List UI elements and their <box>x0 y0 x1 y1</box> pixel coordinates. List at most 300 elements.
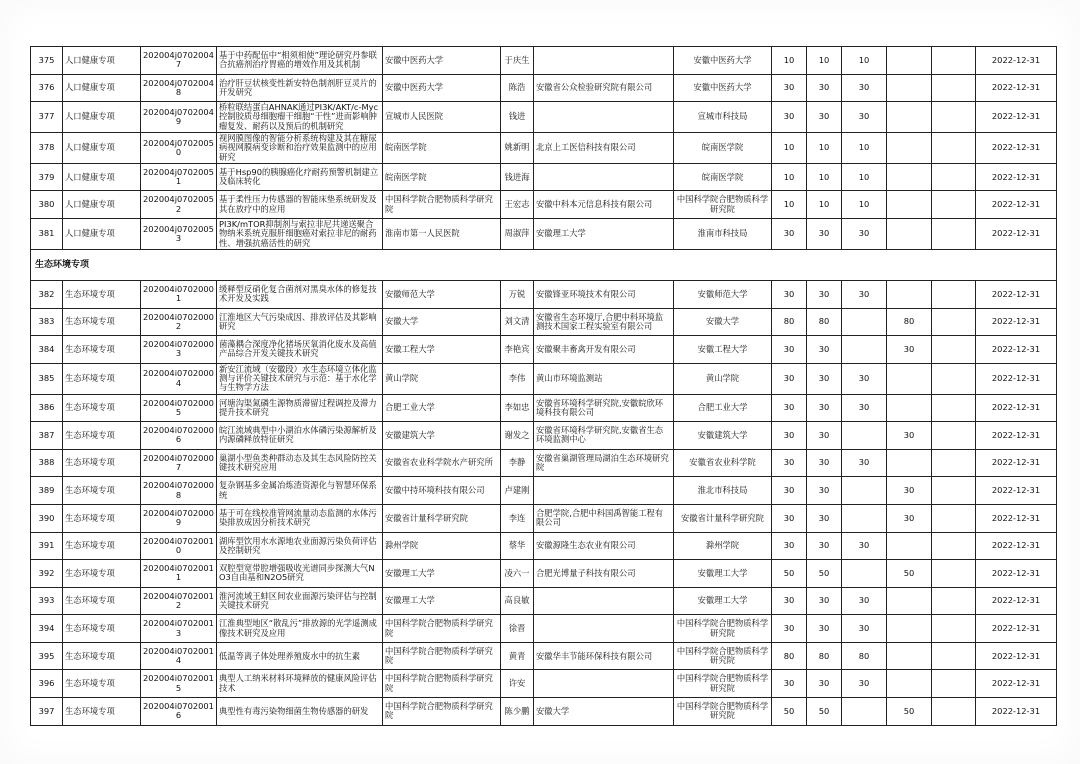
row-title: 缓释型反硝化复合菌剂对黑臭水体的修复技术开发及实践 <box>217 280 383 308</box>
row-title: 典型性有毒污染物细菌生物传感器的研发 <box>217 698 383 726</box>
row-fund-1 <box>842 560 887 588</box>
row-deadline: 2022-12-31 <box>976 133 1057 164</box>
row-extra <box>932 74 976 102</box>
row-central: 30 <box>807 449 842 477</box>
row-partner: 合肥光博量子科技有限公司 <box>534 560 674 588</box>
row-manager: 合肥工业大学 <box>674 394 772 422</box>
row-fund-2 <box>887 615 932 643</box>
row-code: 202004j07020049 <box>141 102 217 133</box>
row-fund-1: 30 <box>842 280 887 308</box>
row-category: 生态环境专项 <box>63 560 141 588</box>
row-deadline: 2022-12-31 <box>976 477 1057 505</box>
row-manager: 安徽大学 <box>674 308 772 336</box>
row-fund-2 <box>887 74 932 102</box>
row-partner: 安徽省环境科学研究院,安徽皖欣环境科技有限公司 <box>534 394 674 422</box>
row-central: 30 <box>807 280 842 308</box>
table-row <box>31 422 1057 450</box>
row-number: 383 <box>31 308 63 336</box>
row-partner: 安徽中科本元信息科技有限公司 <box>534 191 674 219</box>
row-total: 50 <box>772 698 807 726</box>
row-unit: 皖南医学院 <box>383 133 501 164</box>
row-deadline: 2022-12-31 <box>976 642 1057 670</box>
table-row <box>31 191 1057 219</box>
row-fund-2: 50 <box>887 560 932 588</box>
row-manager: 淮南市科技局 <box>674 219 772 250</box>
row-leader: 黄青 <box>501 642 534 670</box>
table-row <box>31 698 1057 726</box>
row-code: 202004i07020016 <box>141 698 217 726</box>
row-fund-2 <box>887 163 932 191</box>
row-code: 202004i07020013 <box>141 615 217 643</box>
row-central: 30 <box>807 532 842 560</box>
row-deadline: 2022-12-31 <box>976 280 1057 308</box>
row-total: 10 <box>772 191 807 219</box>
row-total: 80 <box>772 642 807 670</box>
row-extra <box>932 363 976 394</box>
row-category: 人口健康专项 <box>63 102 141 133</box>
row-code: 202004i07020006 <box>141 422 217 450</box>
row-code: 202004i07020002 <box>141 308 217 336</box>
row-total: 30 <box>772 477 807 505</box>
table-row <box>31 587 1057 615</box>
table-row <box>31 280 1057 308</box>
row-total: 30 <box>772 102 807 133</box>
row-title: 基于Hsp90的胰腺癌化疗耐药预警机制建立及临床转化 <box>217 163 383 191</box>
row-fund-1: 30 <box>842 449 887 477</box>
row-unit: 安徽建筑大学 <box>383 422 501 450</box>
row-unit: 淮南市第一人民医院 <box>383 219 501 250</box>
section-header <box>31 249 1057 280</box>
row-code: 202004i07020004 <box>141 363 217 394</box>
row-central: 10 <box>807 191 842 219</box>
row-title: 新安江流域（安徽段）水生态环境立体化监测与评价关键技术研究与示范：基于水化学与生物学方法 <box>217 363 383 394</box>
row-total: 30 <box>772 74 807 102</box>
row-fund-1: 10 <box>842 47 887 75</box>
table-row <box>31 219 1057 250</box>
row-partner: 黄山市环境监测站 <box>534 363 674 394</box>
row-unit: 合肥工业大学 <box>383 394 501 422</box>
row-central: 30 <box>807 587 842 615</box>
row-leader: 蔡华 <box>501 532 534 560</box>
row-title: 湖库型饮用水水源地农业面源污染负荷评估及控制研究 <box>217 532 383 560</box>
row-leader: 李艳宾 <box>501 336 534 364</box>
row-unit: 黄山学院 <box>383 363 501 394</box>
row-fund-2 <box>887 191 932 219</box>
row-extra <box>932 587 976 615</box>
row-manager: 皖南医学院 <box>674 133 772 164</box>
row-unit: 中国科学院合肥物质科学研究院 <box>383 615 501 643</box>
row-number: 397 <box>31 698 63 726</box>
table-row <box>31 504 1057 532</box>
row-deadline: 2022-12-31 <box>976 698 1057 726</box>
row-fund-1 <box>842 336 887 364</box>
row-central: 30 <box>807 477 842 505</box>
row-manager: 中国科学院合肥物质科学研究院 <box>674 670 772 698</box>
row-number: 385 <box>31 363 63 394</box>
row-central: 50 <box>807 698 842 726</box>
row-number: 394 <box>31 615 63 643</box>
row-deadline: 2022-12-31 <box>976 615 1057 643</box>
row-fund-2 <box>887 280 932 308</box>
row-code: 202004j07020047 <box>141 47 217 75</box>
row-code: 202004j07020051 <box>141 163 217 191</box>
row-leader: 王宏志 <box>501 191 534 219</box>
row-number: 387 <box>31 422 63 450</box>
row-leader: 陈少鹏 <box>501 698 534 726</box>
row-partner <box>534 670 674 698</box>
row-deadline: 2022-12-31 <box>976 308 1057 336</box>
row-extra <box>932 219 976 250</box>
row-fund-2 <box>887 449 932 477</box>
row-total: 30 <box>772 587 807 615</box>
row-title: 桥粒联结蛋白AHNAK通过PI3K/AKT/c-Myc控制胶质母细胞瘤干细胞“干性”进而影响肿瘤复发、耐药以及预后的机制研究 <box>217 102 383 133</box>
row-number: 381 <box>31 219 63 250</box>
row-extra <box>932 504 976 532</box>
row-title: 淮河流域王蚌区间农业面源污染评估与控制关键技术研究 <box>217 587 383 615</box>
row-deadline: 2022-12-31 <box>976 532 1057 560</box>
row-central: 80 <box>807 642 842 670</box>
row-leader: 钱进海 <box>501 163 534 191</box>
row-central: 30 <box>807 670 842 698</box>
row-leader: 卢建刚 <box>501 477 534 505</box>
row-title: 江淮典型地区“散乱污”排放源的光学遥测成像技术研究及应用 <box>217 615 383 643</box>
row-number: 378 <box>31 133 63 164</box>
row-title: 复杂钢基多金属冶炼渣资源化与智慧环保系统 <box>217 477 383 505</box>
row-unit: 中国科学院合肥物质科学研究院 <box>383 670 501 698</box>
row-fund-1 <box>842 422 887 450</box>
row-manager: 中国科学院合肥物质科学研究院 <box>674 698 772 726</box>
table-row <box>31 532 1057 560</box>
row-manager: 安徽中医药大学 <box>674 47 772 75</box>
row-partner: 北京上工医信科技有限公司 <box>534 133 674 164</box>
row-title: 低温等离子体处理养殖废水中的抗生素 <box>217 642 383 670</box>
row-partner: 安徽大学 <box>534 698 674 726</box>
row-code: 202004i07020014 <box>141 642 217 670</box>
row-total: 30 <box>772 336 807 364</box>
row-partner: 安徽理工大学 <box>534 219 674 250</box>
row-leader: 李如忠 <box>501 394 534 422</box>
row-total: 50 <box>772 560 807 588</box>
row-partner <box>534 163 674 191</box>
row-unit: 宣城市人民医院 <box>383 102 501 133</box>
row-category: 人口健康专项 <box>63 133 141 164</box>
row-fund-1: 30 <box>842 74 887 102</box>
row-code: 202004i07020015 <box>141 670 217 698</box>
row-category: 生态环境专项 <box>63 532 141 560</box>
row-manager: 安徽理工大学 <box>674 560 772 588</box>
row-unit: 皖南医学院 <box>383 163 501 191</box>
row-deadline: 2022-12-31 <box>976 102 1057 133</box>
row-central: 80 <box>807 308 842 336</box>
row-category: 生态环境专项 <box>63 308 141 336</box>
row-deadline: 2022-12-31 <box>976 587 1057 615</box>
row-title: 基于可在线校准管网流量动态监测的水体污染排放成因分析技术研究 <box>217 504 383 532</box>
row-central: 30 <box>807 336 842 364</box>
row-code: 202004i07020009 <box>141 504 217 532</box>
row-unit: 安徽工程大学 <box>383 336 501 364</box>
row-category: 生态环境专项 <box>63 477 141 505</box>
row-fund-1 <box>842 698 887 726</box>
row-extra <box>932 308 976 336</box>
row-extra <box>932 560 976 588</box>
row-total: 30 <box>772 363 807 394</box>
row-category: 生态环境专项 <box>63 504 141 532</box>
row-extra <box>932 133 976 164</box>
section-title: 生态环境专项 <box>31 249 1057 280</box>
row-central: 30 <box>807 74 842 102</box>
row-fund-1: 30 <box>842 394 887 422</box>
row-leader: 于庆生 <box>501 47 534 75</box>
row-number: 390 <box>31 504 63 532</box>
row-leader: 谢发之 <box>501 422 534 450</box>
row-deadline: 2022-12-31 <box>976 449 1057 477</box>
row-partner: 安徽华丰节能环保科技有限公司 <box>534 642 674 670</box>
row-category: 生态环境专项 <box>63 280 141 308</box>
row-partner: 合肥学院,合肥中科国禹智能工程有限公司 <box>534 504 674 532</box>
row-manager: 淮北市科技局 <box>674 477 772 505</box>
row-deadline: 2022-12-31 <box>976 336 1057 364</box>
row-number: 392 <box>31 560 63 588</box>
row-leader: 姚新明 <box>501 133 534 164</box>
row-number: 375 <box>31 47 63 75</box>
row-partner: 安徽省环境科学研究院,安徽省生态环境监测中心 <box>534 422 674 450</box>
row-central: 30 <box>807 504 842 532</box>
row-number: 389 <box>31 477 63 505</box>
row-code: 202004j07020052 <box>141 191 217 219</box>
row-unit: 安徽理工大学 <box>383 560 501 588</box>
row-manager: 中国科学院合肥物质科学研究院 <box>674 191 772 219</box>
row-central: 30 <box>807 363 842 394</box>
row-total: 30 <box>772 532 807 560</box>
row-number: 391 <box>31 532 63 560</box>
table-row <box>31 308 1057 336</box>
row-fund-2 <box>887 363 932 394</box>
row-fund-2 <box>887 587 932 615</box>
row-partner: 安徽源隆生态农业有限公司 <box>534 532 674 560</box>
row-deadline: 2022-12-31 <box>976 219 1057 250</box>
row-number: 393 <box>31 587 63 615</box>
row-fund-2 <box>887 102 932 133</box>
row-extra <box>932 163 976 191</box>
row-total: 30 <box>772 449 807 477</box>
row-partner: 安徽省生态环境厅,合肥中科环境监测技术国家工程实验室有限公司 <box>534 308 674 336</box>
row-extra <box>932 532 976 560</box>
row-deadline: 2022-12-31 <box>976 560 1057 588</box>
row-leader: 万锐 <box>501 280 534 308</box>
row-manager: 皖南医学院 <box>674 163 772 191</box>
row-central: 50 <box>807 560 842 588</box>
row-fund-1: 30 <box>842 363 887 394</box>
row-code: 202004i07020005 <box>141 394 217 422</box>
row-total: 30 <box>772 280 807 308</box>
row-central: 30 <box>807 615 842 643</box>
row-central: 30 <box>807 219 842 250</box>
row-manager: 安徽建筑大学 <box>674 422 772 450</box>
row-central: 30 <box>807 394 842 422</box>
row-manager: 滁州学院 <box>674 532 772 560</box>
row-code: 202004i07020001 <box>141 280 217 308</box>
row-category: 生态环境专项 <box>63 422 141 450</box>
table-row <box>31 102 1057 133</box>
table-body-after <box>31 280 1057 725</box>
row-extra <box>932 698 976 726</box>
row-code: 202004j07020053 <box>141 219 217 250</box>
row-fund-2: 30 <box>887 422 932 450</box>
row-unit: 安徽理工大学 <box>383 587 501 615</box>
table-row <box>31 615 1057 643</box>
row-title: 巢湖小型鱼类种群动态及其生态风险防控关键技术研究应用 <box>217 449 383 477</box>
row-fund-1: 10 <box>842 163 887 191</box>
table-row <box>31 560 1057 588</box>
table-row <box>31 670 1057 698</box>
table-row <box>31 74 1057 102</box>
row-number: 395 <box>31 642 63 670</box>
row-number: 386 <box>31 394 63 422</box>
row-title: 视网膜图像的智能分析系统构建及其在糖尿病视网膜病变诊断和治疗效果监测中的应用研究 <box>217 133 383 164</box>
row-leader: 徐晋 <box>501 615 534 643</box>
row-category: 生态环境专项 <box>63 615 141 643</box>
row-unit: 安徽师范大学 <box>383 280 501 308</box>
row-number: 382 <box>31 280 63 308</box>
row-title: 典型人工纳米材料环境释放的健康风险评估技术 <box>217 670 383 698</box>
row-unit: 安徽省计量科学研究院 <box>383 504 501 532</box>
row-category: 人口健康专项 <box>63 74 141 102</box>
row-code: 202004i07020011 <box>141 560 217 588</box>
row-total: 30 <box>772 670 807 698</box>
table-row <box>31 47 1057 75</box>
table-body-before <box>31 47 1057 250</box>
table-row <box>31 449 1057 477</box>
row-category: 生态环境专项 <box>63 698 141 726</box>
row-fund-1 <box>842 477 887 505</box>
row-total: 10 <box>772 133 807 164</box>
row-category: 人口健康专项 <box>63 191 141 219</box>
row-fund-2 <box>887 133 932 164</box>
row-title: 双腔型宽带腔增强吸收光谱同步探测大气NO3自由基和N2O5研究 <box>217 560 383 588</box>
row-number: 380 <box>31 191 63 219</box>
table-row <box>31 477 1057 505</box>
row-extra <box>932 191 976 219</box>
row-total: 10 <box>772 163 807 191</box>
row-fund-2: 80 <box>887 308 932 336</box>
row-leader: 李连 <box>501 504 534 532</box>
row-category: 生态环境专项 <box>63 336 141 364</box>
row-category: 人口健康专项 <box>63 219 141 250</box>
row-leader: 陈浩 <box>501 74 534 102</box>
row-category: 生态环境专项 <box>63 587 141 615</box>
row-partner <box>534 477 674 505</box>
row-extra <box>932 449 976 477</box>
row-fund-2: 50 <box>887 698 932 726</box>
row-unit: 安徽中医药大学 <box>383 74 501 102</box>
row-code: 202004i07020003 <box>141 336 217 364</box>
row-leader: 周淑萍 <box>501 219 534 250</box>
row-manager: 宣城市科技局 <box>674 102 772 133</box>
row-leader: 许安 <box>501 670 534 698</box>
row-total: 30 <box>772 422 807 450</box>
row-fund-1 <box>842 504 887 532</box>
table-row <box>31 336 1057 364</box>
row-unit: 安徽省农业科学院水产研究所 <box>383 449 501 477</box>
table-row <box>31 394 1057 422</box>
row-code: 202004i07020010 <box>141 532 217 560</box>
row-fund-1: 30 <box>842 615 887 643</box>
row-partner: 安徽省巢湖管理局湖泊生态环境研究院 <box>534 449 674 477</box>
project-table <box>30 46 1057 726</box>
row-title: 基于中药配伍中“相须相使”理论研究丹参联合抗癌剂治疗胃癌的增效作用及其机制 <box>217 47 383 75</box>
table-row <box>31 133 1057 164</box>
row-number: 396 <box>31 670 63 698</box>
table-row <box>31 163 1057 191</box>
row-total: 80 <box>772 308 807 336</box>
table-row <box>31 363 1057 394</box>
row-number: 377 <box>31 102 63 133</box>
row-category: 生态环境专项 <box>63 449 141 477</box>
row-total: 30 <box>772 615 807 643</box>
row-title: 治疗肝豆状核变性新安特色制剂肝豆灵片的开发研究 <box>217 74 383 102</box>
row-unit: 滁州学院 <box>383 532 501 560</box>
row-fund-1: 30 <box>842 670 887 698</box>
row-deadline: 2022-12-31 <box>976 504 1057 532</box>
table-row <box>31 642 1057 670</box>
row-fund-1: 10 <box>842 133 887 164</box>
row-partner <box>534 587 674 615</box>
row-fund-2: 30 <box>887 504 932 532</box>
row-extra <box>932 394 976 422</box>
row-unit: 中国科学院合肥物质科学研究院 <box>383 642 501 670</box>
row-deadline: 2022-12-31 <box>976 422 1057 450</box>
row-partner <box>534 47 674 75</box>
row-number: 384 <box>31 336 63 364</box>
row-partner: 安徽锋亚环境技术有限公司 <box>534 280 674 308</box>
row-title: 菌藻耦合深度净化猪场厌氧消化废水及高值产品综合开发关键技术研究 <box>217 336 383 364</box>
row-deadline: 2022-12-31 <box>976 394 1057 422</box>
row-central: 30 <box>807 422 842 450</box>
row-title: 基于柔性压力传感器的智能床垫系统研发及其在放疗中的应用 <box>217 191 383 219</box>
row-title: PI3K/mTOR抑制剂与索拉非尼共递送聚合物纳米系统克服肝细胞癌对索拉非尼的耐药性、增强抗癌活性的研究 <box>217 219 383 250</box>
row-fund-2: 30 <box>887 336 932 364</box>
row-manager: 安徽师范大学 <box>674 280 772 308</box>
row-number: 379 <box>31 163 63 191</box>
row-fund-2 <box>887 219 932 250</box>
row-partner: 安徽聚丰畜禽开发有限公司 <box>534 336 674 364</box>
row-manager: 安徽中医药大学 <box>674 74 772 102</box>
row-code: 202004i07020008 <box>141 477 217 505</box>
row-central: 10 <box>807 163 842 191</box>
row-unit: 安徽中持环境科技有限公司 <box>383 477 501 505</box>
row-leader: 凌六一 <box>501 560 534 588</box>
row-leader: 钱进 <box>501 102 534 133</box>
row-fund-1: 30 <box>842 102 887 133</box>
row-manager: 安徽省农业科学院 <box>674 449 772 477</box>
row-number: 376 <box>31 74 63 102</box>
row-fund-2 <box>887 642 932 670</box>
row-total: 30 <box>772 504 807 532</box>
row-extra <box>932 47 976 75</box>
row-manager: 中国科学院合肥物质科学研究院 <box>674 642 772 670</box>
row-category: 人口健康专项 <box>63 163 141 191</box>
row-category: 生态环境专项 <box>63 670 141 698</box>
row-code: 202004i07020012 <box>141 587 217 615</box>
row-category: 生态环境专项 <box>63 394 141 422</box>
row-central: 30 <box>807 102 842 133</box>
row-extra <box>932 615 976 643</box>
row-fund-1: 30 <box>842 532 887 560</box>
row-extra <box>932 670 976 698</box>
row-deadline: 2022-12-31 <box>976 47 1057 75</box>
row-partner: 安徽省公众检验研究院有限公司 <box>534 74 674 102</box>
row-category: 生态环境专项 <box>63 642 141 670</box>
